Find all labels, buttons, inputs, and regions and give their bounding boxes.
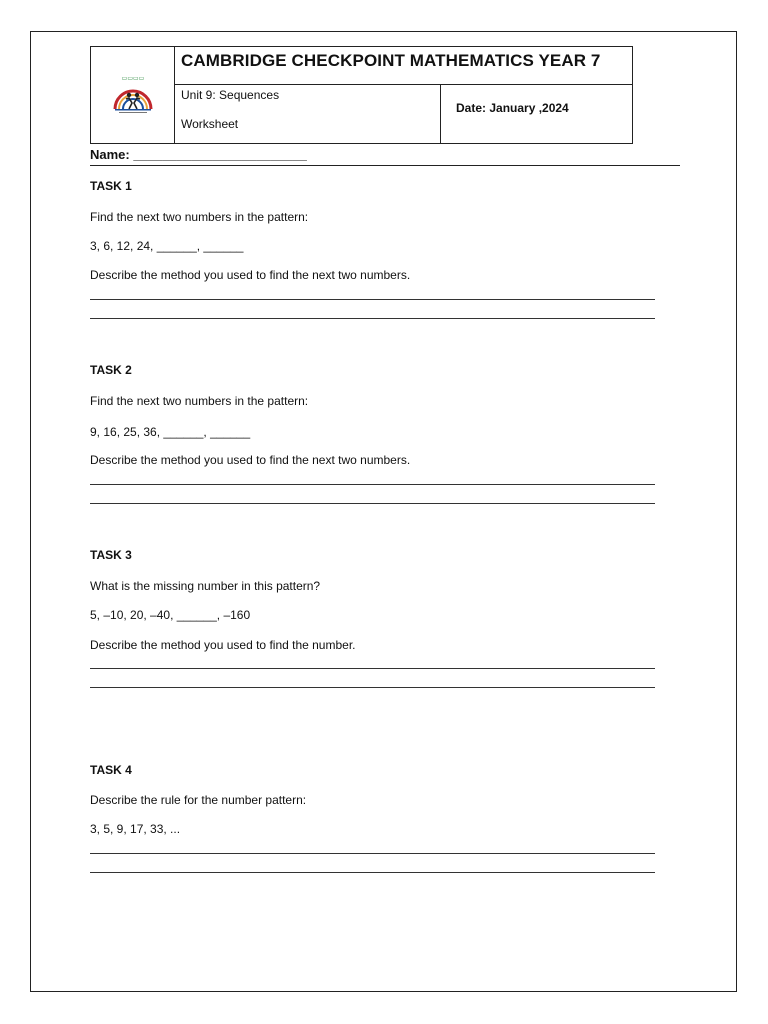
divider <box>90 165 680 166</box>
school-logo-icon <box>91 47 175 143</box>
date-cell <box>441 85 632 143</box>
task-3-title: TASK 3 <box>90 548 132 562</box>
unit-cell <box>175 85 441 143</box>
answer-line[interactable] <box>90 503 655 504</box>
task-1-sequence: 3, 6, 12, 24, ______, ______ <box>90 239 244 253</box>
answer-line[interactable] <box>90 853 655 854</box>
task-3-sequence: 5, –10, 20, –40, ______, –160 <box>90 608 251 622</box>
task-2-prompt: Find the next two numbers in the pattern: <box>90 394 309 408</box>
answer-line[interactable] <box>90 484 655 485</box>
answer-line[interactable] <box>90 299 655 300</box>
page-border <box>30 31 737 992</box>
task-2-sequence: 9, 16, 25, 36, ______, ______ <box>90 425 251 439</box>
answer-line[interactable] <box>90 687 655 688</box>
task-4-prompt: Describe the rule for the number pattern: <box>90 793 307 807</box>
task-2-title: TASK 2 <box>90 363 132 377</box>
task-1-prompt: Find the next two numbers in the pattern: <box>90 210 309 224</box>
task-2-describe: Describe the method you used to find the next two numbers. <box>90 453 411 467</box>
date-label: Date: January ,2024 <box>456 101 569 115</box>
name-field[interactable]: Name: ________________________ <box>90 147 307 162</box>
task-1-describe: Describe the method you used to find the next two numbers. <box>90 268 411 282</box>
title-cell <box>175 47 632 85</box>
page-title: CAMBRIDGE CHECKPOINT MATHEMATICS YEAR 7 <box>181 51 601 70</box>
task-3-describe: Describe the method you used to find the number. <box>90 638 356 652</box>
task-3-prompt: What is the missing number in this pattern? <box>90 579 321 593</box>
svg-text:▭▭▭▭: ▭▭▭▭ <box>121 75 145 82</box>
logo-cell <box>91 47 175 143</box>
worksheet-label: Worksheet <box>181 117 239 131</box>
answer-line[interactable] <box>90 872 655 873</box>
task-1-title: TASK 1 <box>90 179 132 193</box>
answer-line[interactable] <box>90 668 655 669</box>
unit-label: Unit 9: Sequences <box>181 88 280 102</box>
task-4-sequence: 3, 5, 9, 17, 33, ... <box>90 822 181 836</box>
worksheet-header <box>90 46 633 144</box>
task-4-title: TASK 4 <box>90 763 132 777</box>
answer-line[interactable] <box>90 318 655 319</box>
